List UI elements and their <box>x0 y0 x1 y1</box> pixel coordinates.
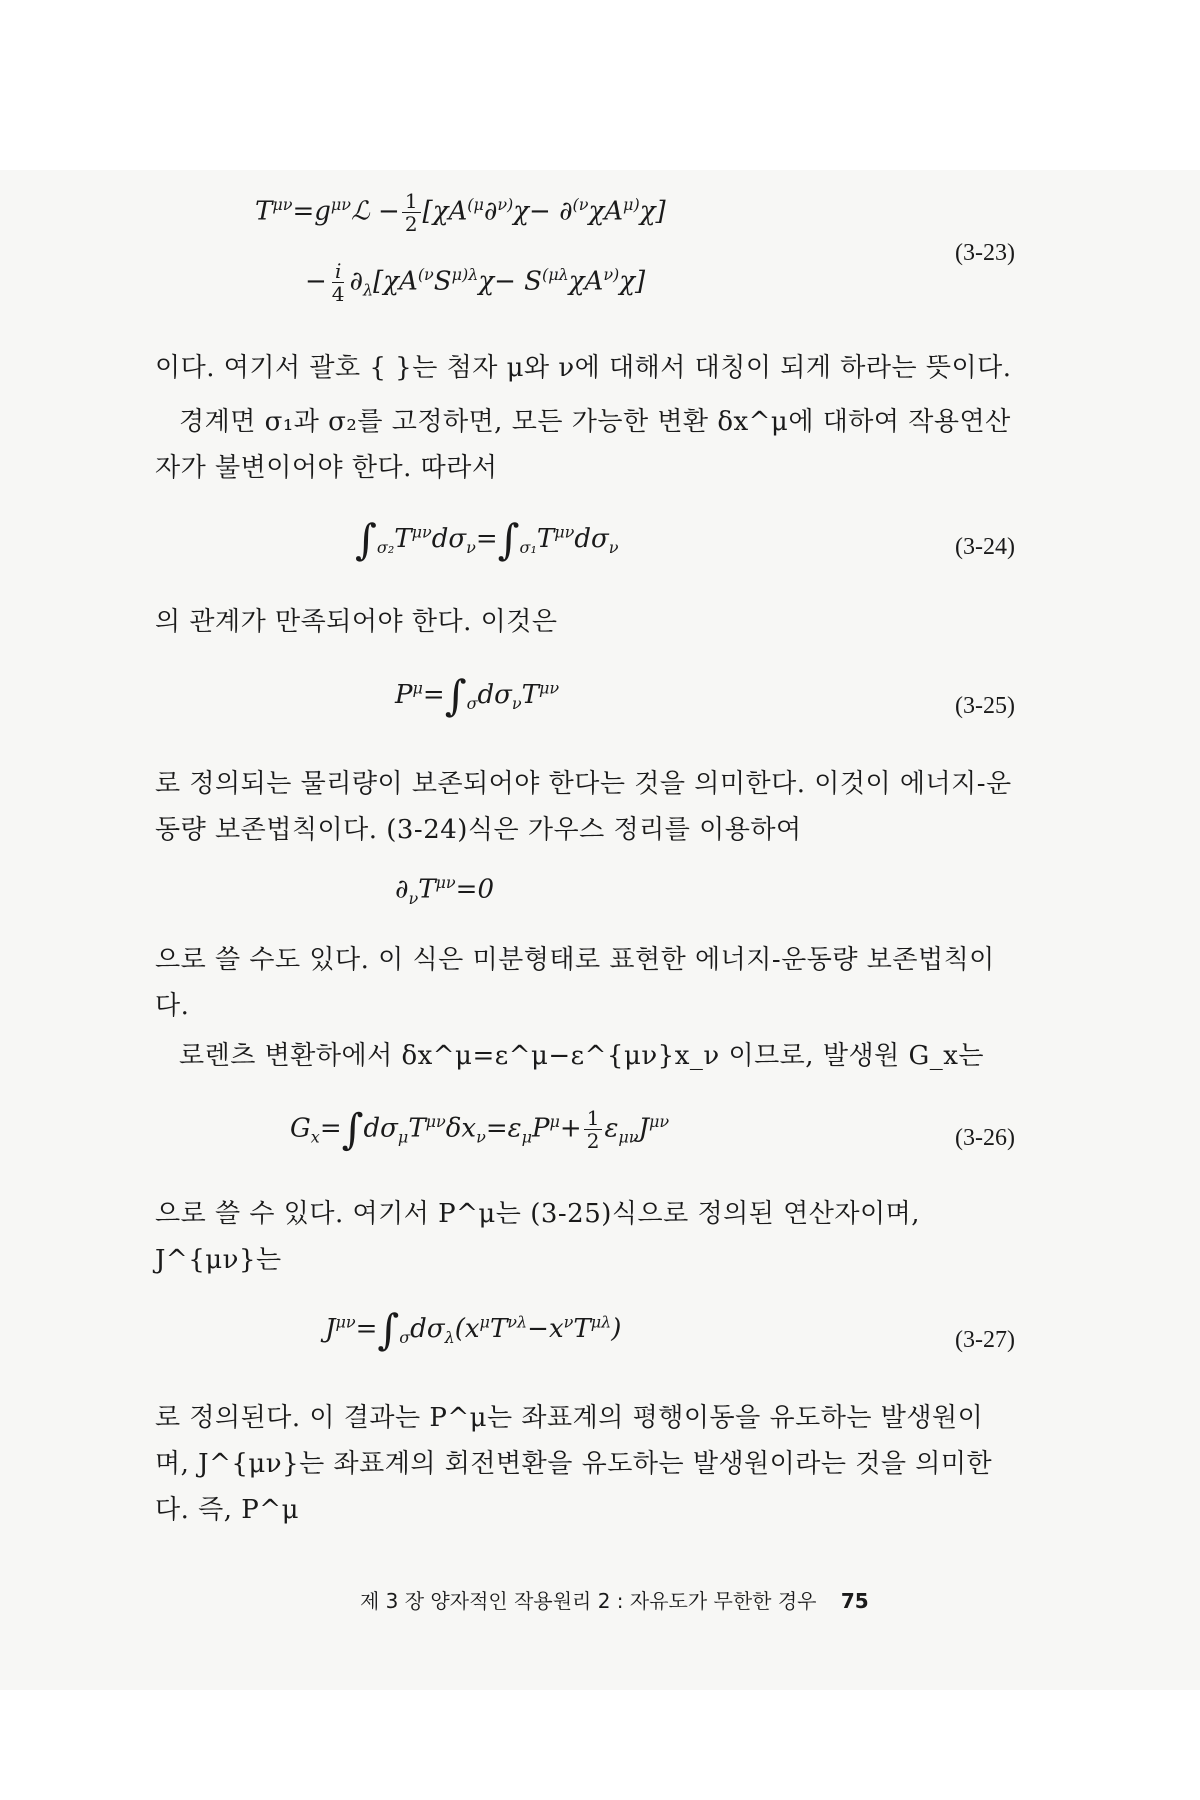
equation-3-23-line2: − $\frac{i}{4}$ $\partial_\lambda[\chi A^{(\nu}S^{\mu)\lambda}\chi- S^{(\mu\lambda}\chi A^{\nu)}\chi]$ <box>305 259 646 306</box>
paragraph: 경계면 σ₁과 σ₂를 고정하면, 모든 가능한 변환 δx^μ에 대하여 작용연산자가 불변이어야 한다. 따라서 <box>155 407 1011 483</box>
equation-3-26-body: $G_x=\int d\sigma_\mu T^{\mu\nu}\delta x_\nu=\varepsilon_\mu P^\mu+$ $\frac{1}{2}$ $\varepsilon_{\mu\nu}J^{\mu\nu}$ <box>290 1104 670 1154</box>
equation-conservation <box>155 865 1015 925</box>
paragraph: 이다. 여기서 괄호 { }는 첨자 μ와 ν에 대해서 대칭이 되게 하라는 뜻이다. <box>155 353 1012 383</box>
paragraph: 로 정의되는 물리량이 보존되어야 한다는 것을 의미한다. 이것이 에너지-운동량 보존법칙이다. (3-24)식은 가우스 정리를 이용하여 <box>155 769 1012 845</box>
equation-number: (3-24) <box>955 534 1015 560</box>
equation-number: (3-23) <box>955 240 1015 266</box>
equation-3-24 <box>155 509 1015 589</box>
equation-3-24-body: $\int_{\sigma_2}T^{\mu\nu}d\sigma_\nu=\int_{\sigma_1}T^{\mu\nu}d\sigma_\nu$ <box>355 515 619 564</box>
equation-3-27-body: $J^{\mu\nu}=\int_\sigma d\sigma_\lambda(x^\mu T^{\nu\lambda}-x^\nu T^{\mu\lambda})$ <box>325 1305 622 1354</box>
scan-margin-top <box>0 0 1200 170</box>
equation-3-26 <box>155 1095 1015 1185</box>
equation-3-25 <box>155 663 1015 753</box>
equation-3-27 <box>155 1297 1015 1387</box>
page-content <box>155 180 1015 1533</box>
equation-3-25-body: $P^\mu=\int_\sigma d\sigma_\nu T^{\mu\nu}$ <box>395 671 560 720</box>
chapter-title: 제 3 장 양자적인 작용원리 2 : 자유도가 무한한 경우 <box>360 1589 817 1613</box>
paragraph: 로 정의된다. 이 결과는 P^μ는 좌표계의 평행이동을 유도하는 발생원이며, J^{μν}는 좌표계의 회전변환을 유도하는 발생원이라는 것을 의미한다. 즉, P^μ <box>155 1403 993 1525</box>
equation-number: (3-25) <box>955 693 1015 719</box>
scan-margin-bottom <box>0 1690 1200 1800</box>
equation-number: (3-26) <box>955 1125 1015 1151</box>
page-number: 75 <box>840 1589 869 1613</box>
paragraph: 로렌츠 변환하에서 δx^μ=ε^μ−ε^{μν}x_ν 이므로, 발생원 G_x는 <box>179 1041 984 1071</box>
paragraph: 으로 쓸 수도 있다. 이 식은 미분형태로 표현한 에너지-운동량 보존법칙이다. <box>155 945 995 1021</box>
equation-3-23-line1: $T^{\mu\nu}=g^{\mu\nu}ℒ$ − $\frac{1}{2}$ $[\chi A^{(\mu}\partial^{\nu)}\chi- \partial^{(\nu}\chi A^{\mu)}\chi]$ <box>255 189 666 236</box>
equation-3-23 <box>155 190 1015 320</box>
equation-conservation-body: $\partial_\nu T^{\mu\nu}=0$ <box>395 873 494 908</box>
paragraph: 의 관계가 만족되어야 한다. 이것은 <box>155 607 558 637</box>
paragraph: 으로 쓸 수 있다. 여기서 P^μ는 (3-25)식으로 정의된 연산자이며, J^{μν}는 <box>155 1199 920 1275</box>
equation-number: (3-27) <box>955 1327 1015 1353</box>
running-footer <box>360 1585 970 1614</box>
